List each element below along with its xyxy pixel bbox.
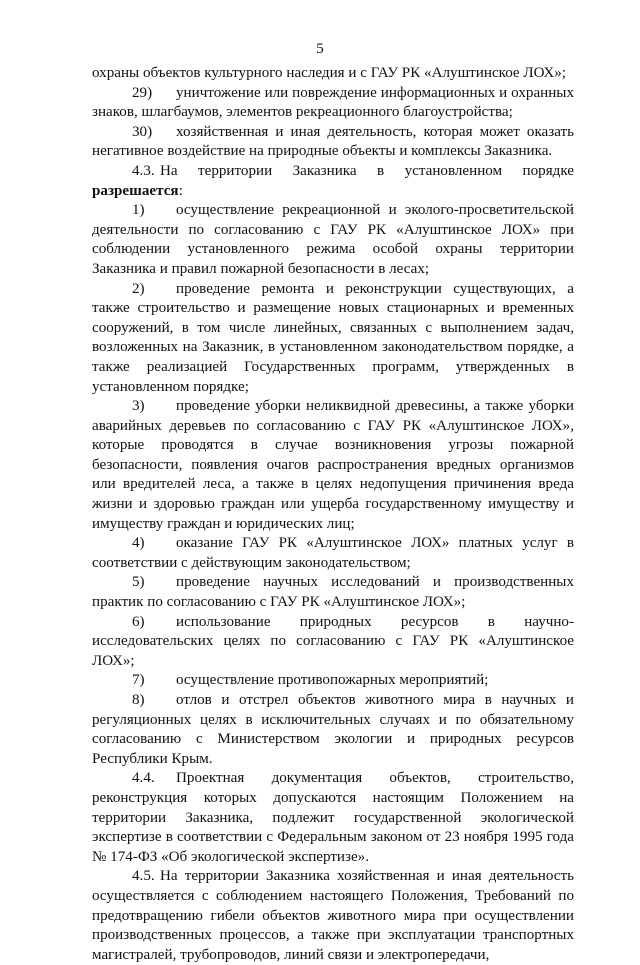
list-item-7 bbox=[92, 671, 574, 691]
item-text: охраны объектов культурного наследия и с ГАУ РК «Алуштинское ЛОХ»; bbox=[92, 65, 567, 81]
list-item-8 bbox=[92, 691, 574, 769]
list-item-29 bbox=[92, 84, 574, 123]
item-number: 1) bbox=[132, 202, 145, 219]
item-text: осуществление противопожарных мероприятий; bbox=[176, 672, 489, 689]
paragraph-number: 4.5. bbox=[132, 868, 155, 885]
page-number: 5 bbox=[316, 41, 324, 57]
item-text: уничтожение или повреждение информационных и охранных знаков, шлагбаумов, элементов рекреационного благоустройства; bbox=[92, 84, 574, 121]
item-text: хозяйственная и иная деятельность, которая может оказать негативное воздействие на природные объекты и комплексы Заказника. bbox=[92, 123, 574, 160]
item-text: проведение ремонта и реконструкции существующих, а также строительство и размещение новых стационарных и временных сооружений, в том числе линейных, связанных с выполнением задач, возложенных на Заказник, в установленном законодательством порядке, а также реализацией Государственных программ, утвержденных в установленном порядке; bbox=[92, 280, 574, 395]
list-item-2 bbox=[92, 280, 574, 398]
list-item-4 bbox=[92, 534, 574, 573]
item-number: 4) bbox=[132, 535, 145, 552]
item-number: 3) bbox=[132, 398, 145, 415]
item-number: 29) bbox=[132, 84, 153, 101]
item-number: 6) bbox=[132, 613, 145, 630]
list-item-6 bbox=[92, 613, 574, 672]
item-text: использование природных ресурсов в научно-исследовательских целях по согласованию с ГАУ РК «Алуштинское ЛОХ»; bbox=[92, 613, 574, 669]
item-number: 8) bbox=[132, 692, 145, 708]
paragraph-4-3 bbox=[92, 162, 574, 201]
paragraph-number: 4.4. bbox=[132, 770, 155, 787]
paragraph-4-4 bbox=[92, 769, 574, 867]
item-number: 30) bbox=[132, 123, 153, 140]
list-item-30 bbox=[92, 123, 574, 162]
item-text: оказание ГАУ РК «Алуштинское ЛОХ» платных услуг в соответствии с действующим законодательством; bbox=[92, 535, 574, 571]
bold-keyword: разрешается bbox=[92, 182, 179, 199]
item-number: 2) bbox=[132, 280, 145, 297]
list-item-5 bbox=[92, 573, 574, 612]
paragraph-4-5 bbox=[92, 867, 574, 965]
list-item-continuation bbox=[92, 64, 574, 84]
paragraph-text: Проектная документация объектов, строительство, реконструкция которых допускаются настоящим Положением на территории Заказника, подлежит государственной экологической экспертизе в соответствии с Федеральным законом от 23 ноября 1995 года № 174-ФЗ «Об экологической экспертизе». bbox=[92, 770, 574, 865]
list-item-1 bbox=[92, 201, 574, 279]
item-text: проведение научных исследований и производственных практик по согласованию с ГАУ РК «Алуштинское ЛОХ»; bbox=[92, 574, 574, 611]
paragraph-tail: : bbox=[178, 182, 183, 199]
paragraph-text: На территории Заказника хозяйственная и иная деятельность осуществляется с соблюдением настоящего Положения, Требований по предотвращению гибели объектов животного мира при осуществлении производственных процессов, а также при эксплуатации транспортных магистралей, трубопроводов, линий связи и электропередачи, bbox=[92, 868, 574, 963]
document-body bbox=[92, 64, 574, 965]
paragraph-text: На территории Заказника в установленном порядке bbox=[160, 162, 574, 179]
paragraph-number: 4.3. bbox=[132, 162, 155, 179]
item-number: 7) bbox=[132, 672, 145, 689]
item-text: осуществление рекреационной и эколого-просветительской деятельности по согласованию с ГАУ РК «Алуштинское ЛОХ» при соблюдении установленного режима особой охраны территории Заказника и правил пожарной безопасности в лесах; bbox=[92, 202, 574, 277]
item-number: 5) bbox=[132, 574, 145, 591]
item-text: проведение уборки неликвидной древесины, а также уборки аварийных деревьев по согласованию с ГАУ РК «Алуштинское ЛОХ», которые проводятся в случае возникновения угрозы пожарной безопасности, появления очагов распространения вредных организмов или вредителей леса, а также в целях недопущения причинения вреда жизни и здоровью граждан или ущерба государственному имуществу и имуществу граждан и юридических лиц; bbox=[92, 398, 574, 532]
list-item-3 bbox=[92, 397, 574, 534]
item-text: отлов и отстрел объектов животного мира в научных и регуляционных целях в исключительных случаях и по обязательному согласованию с Министерством экологии и природных ресурсов Республики Крым. bbox=[92, 692, 574, 767]
